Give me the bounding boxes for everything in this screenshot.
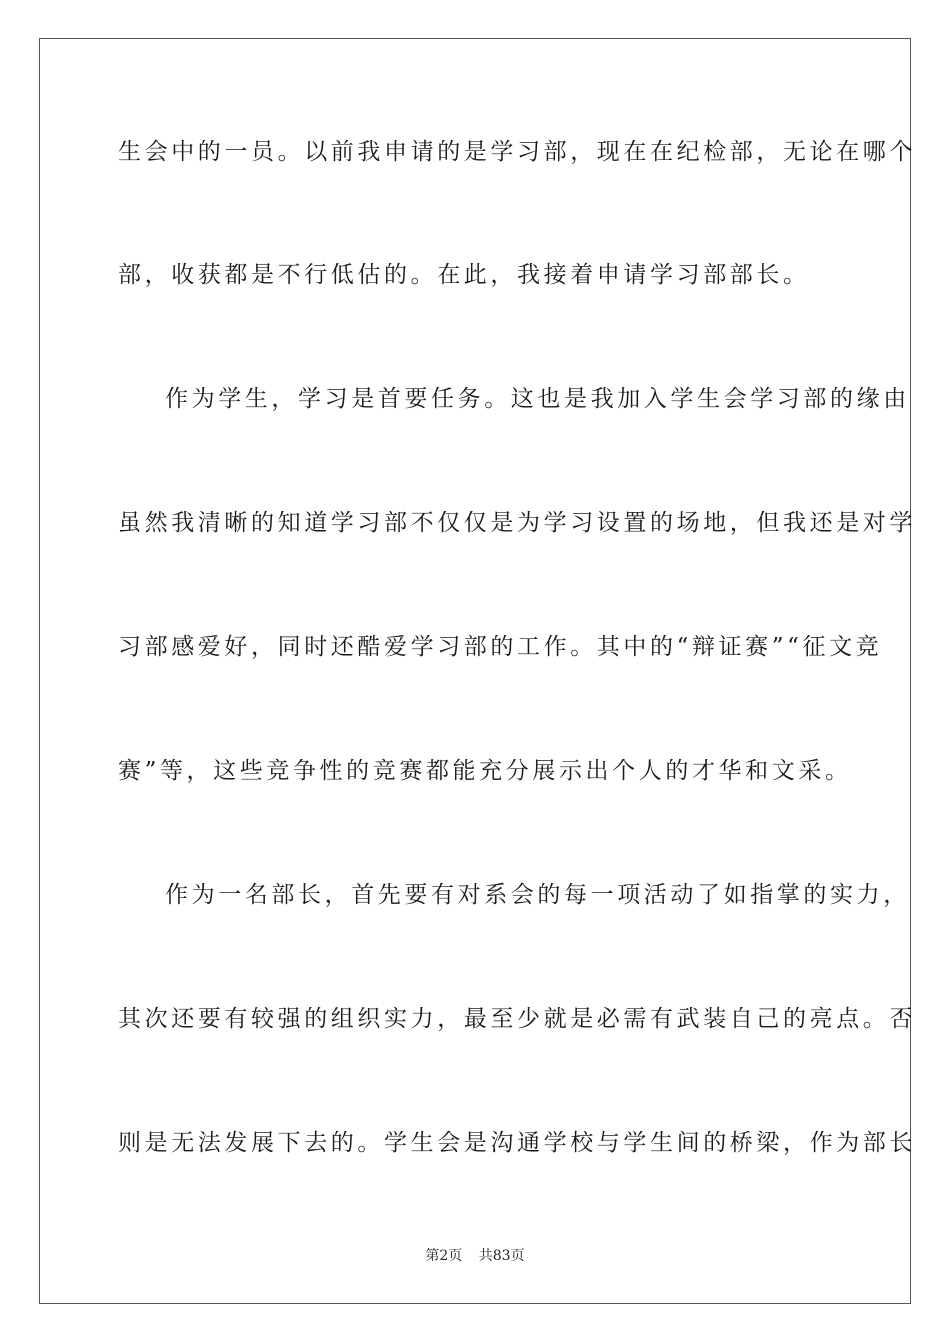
page-total: 共83页 <box>478 1248 525 1264</box>
text-line: 习部感爱好，同时还酷爱学习部的工作。其中的“辩证赛”“征文竞 <box>118 634 883 660</box>
page-border <box>39 38 916 1304</box>
paragraph-start-line: 作为学生，学习是首要任务。这也是我加入学生会学习部的缘由 <box>165 386 910 412</box>
text-line: 其次还要有较强的组织实力，最至少就是必需有武装自己的亮点。否 <box>118 1006 916 1032</box>
page-number: 第2页 <box>425 1248 463 1264</box>
text-line: 赛”等，这些竞争性的竞赛都能充分展示出个人的才华和文采。 <box>118 758 852 784</box>
paragraph-start-line: 作为一名部长，首先要有对系会的每一项活动了如指掌的实力， <box>165 882 910 908</box>
text-line: 则是无法发展下去的。学生会是沟通学校与学生间的桥梁，作为部长 <box>118 1130 916 1156</box>
text-line: 生会中的一员。以前我申请的是学习部，现在在纪检部，无论在哪个 <box>118 139 916 165</box>
page-footer <box>0 1247 950 1265</box>
text-line: 虽然我清晰的知道学习部不仅仅是为学习设置的场地，但我还是对学 <box>118 510 916 536</box>
text-line: 部，收获都是不行低估的。在此，我接着申请学习部部长。 <box>118 262 810 288</box>
